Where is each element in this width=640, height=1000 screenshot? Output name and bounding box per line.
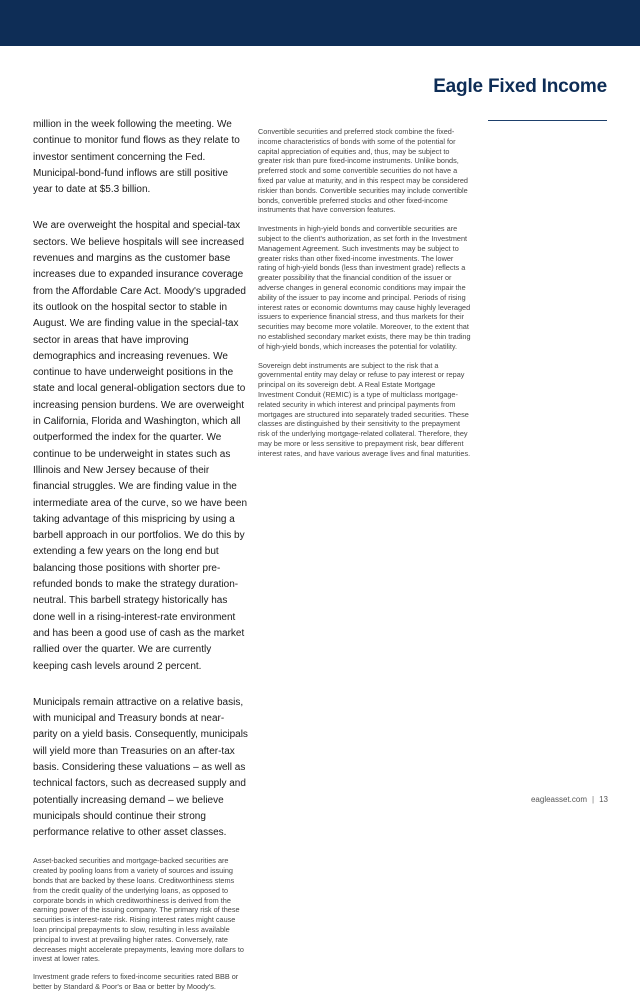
top-banner [0,0,640,46]
right-column [258,127,472,468]
body-paragraph: Municipals remain attractive on a relative basis, with municipal and Treasury bonds at near-parity on a yield basis. Consequently, municipals will yield more than Treasuries on an after-tax basis. Considering these valuations – as well as technical factors, such as decreased supply and potentially increasing demand – we believe municipals should continue their strong performance relative to other asset classes. [33,696,248,839]
disclosure-note: Sovereign debt instruments are subject to the risk that a governmental entity may delay or refuse to pay interest or repay principal on its sovereign debt. A Real Estate Mortgage Investment Conduit (REMIC) is a type of multiclass mortgage-related security in which interest and principal payments from mortgages are structured into separately traded securities. These classes are distinguished by their sensitivity to the prepayment risk of the underlying mortgage-related collateral. Therefore, they may be more or less sensitive to prepayment risk, bear different interest rates, and have various average lives and final maturities. [258,360,471,458]
disclosure-note: Investment grade refers to fixed-income securities rated BBB or better by Standard & Poor's or Baa or better by Moody's. [33,972,239,992]
page-footer [531,795,608,804]
title-underline [488,120,607,121]
disclosure-note: Convertible securities and preferred stock combine the fixed-income characteristics of bonds with some of the potential for capital appreciation of equities and, thus, may be subject to greater risk than pure fixed-income instruments. Unlike bonds, preferred stock and some convertible securities do not have a fixed par value at maturity, and in this respect may be considered riskier than bonds. Convertible securities may include convertible bonds, convertible preferred stocks and other fixed-income instruments that have conversion features. [258,127,468,215]
disclosure-notes [33,856,248,991]
brand-title: Eagle Fixed Income [433,76,607,97]
body-paragraph: million in the week following the meeting. We continue to monitor fund flows as they relate to investor sentiment concerning the Fed. Municipal-bond-fund inflows are still positive year to date at $5.3 billion. [33,119,240,196]
body-paragraph: We are overweight the hospital and special-tax sectors. We believe hospitals will see increased revenues and margins as the customer base increases due to expanded insurance coverage from the Affordable Care Act. Moody's upgraded its outlook on the hospital sector to stable in August. We are finding value in the special-tax sector in areas that have improving demographics and increasing revenues. We continue to have underweight positions in the state and local general-obligation sectors due to increasing pension burdens. We are overweight in California, Florida and Washington, which all outperformed the index for the quarter. We continue to be underweight in states such as Illinois and New Jersey because of their financial struggles. We are finding value in the intermediate area of the curve, so we have been taking advantage of this mispricing by using a barbell approach in our portfolios. We do this by extending a few years on the long end but balancing those positions with shorter pre-refunded bonds to make the strategy duration-neutral. This barbell strategy historically has done well in a rising-interest-rate environment and has been a good use of cash as the market rallied over the quarter. We are currently keeping cash levels around 2 percent. [33,220,248,672]
disclosure-note: Asset-backed securities and mortgage-backed securities are created by pooling loans from a variety of sources and issuing bonds that are backed by these loans. Creditworthiness stems from the credit quality of the underlying loans, as opposed to corporate bonds in which creditworthiness is derived from the earning power of the issuing company. The primary risk of these securities is interest-rate risk. Rising interest rates might cause loan principal prepayments to slow, resulting in less available principal to invest at prevailing higher rates. Conversely, rate decreases might accelerate prepayments, leaving more dollars to invest at lower rates. [33,856,244,964]
footer-separator: | [592,795,595,804]
left-column [33,117,248,1000]
page-number: 13 [599,795,608,804]
footer-site: eagleasset.com [530,795,588,804]
disclosure-note: Investments in high-yield bonds and convertible securities are subject to the client's authorization, as set forth in the Investment Management Agreement. Such investments may be subject to greater risks than other fixed-income investments. The lower rating of high-yield bonds (less than investment grade) reflects a greater possibility that the financial condition of the issuer or adverse changes in general economic conditions may impair the ability of the issuer to pay income and principal. Periods of rising interest rates or economic downturns may cause highly leveraged issuers to experience financial stress, and thus markets for their securities may become more volatile. Moreover, to the extent that no established secondary market exists, there may be thin trading of high-yield bonds, which increases the potential for volatility. [258,224,471,351]
